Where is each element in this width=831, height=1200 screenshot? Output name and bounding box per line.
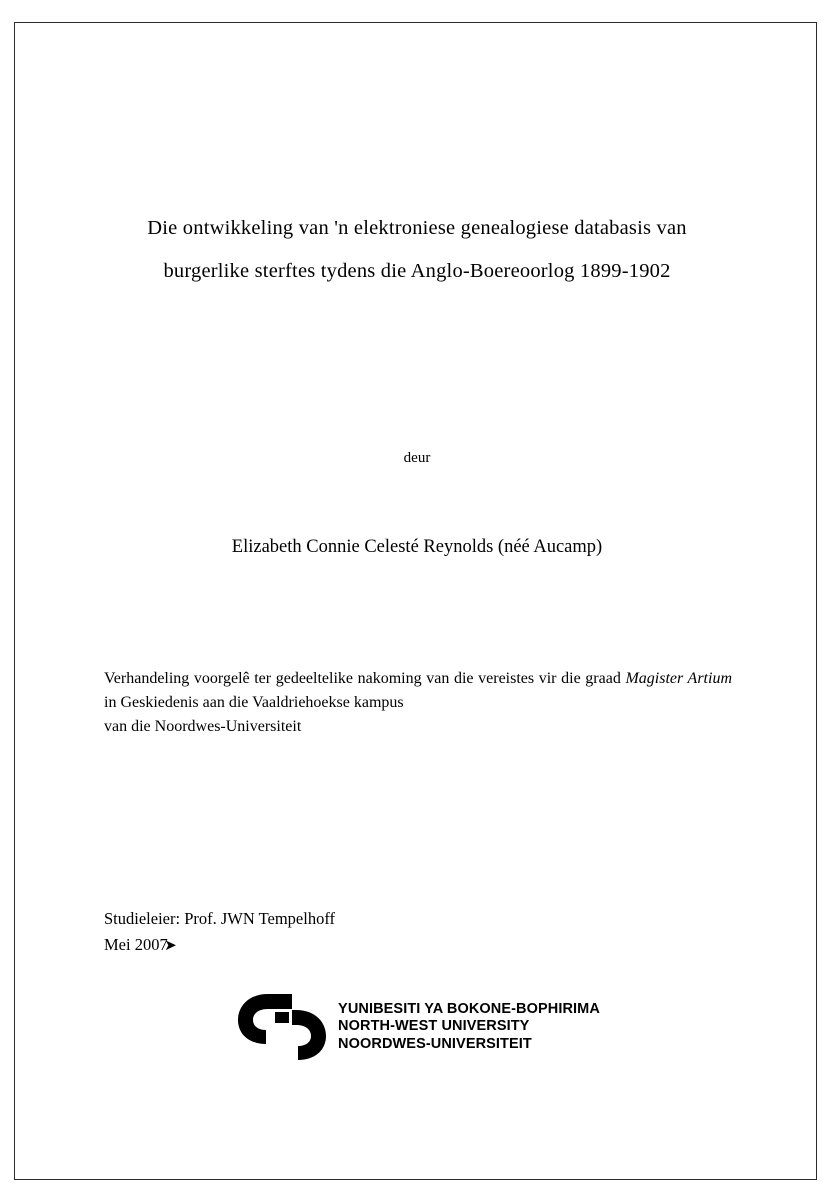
logo-line-2: NORTH-WEST UNIVERSITY	[338, 1018, 530, 1035]
page-title	[92, 207, 742, 293]
by-word: deur	[403, 450, 431, 466]
logo-line-3: NOORDWES-UNIVERSITEIT	[338, 1035, 532, 1052]
supervisor-block	[104, 906, 704, 958]
statement-part-2: in Geskiedenis aan die Vaaldriehoekse kampus	[104, 694, 404, 711]
logo-text-block	[338, 1001, 600, 1054]
title-line-1: Die ontwikkeling van 'n elektroniese genealogiese databasis van	[147, 217, 687, 239]
degree-statement	[104, 667, 732, 739]
pen-mark-icon: ➤	[164, 938, 177, 954]
nwu-logo-icon	[234, 990, 330, 1064]
logo-line-1: YUNIBESITI YA BOKONE-BOPHIRIMA	[338, 1000, 600, 1017]
statement-part-1: Verhandeling voorgelê ter gedeeltelike nakoming van die vereistes vir die graad	[104, 670, 626, 687]
statement-line-3: van die Noordwes-Universiteit	[104, 718, 302, 735]
date-text: Mei 2007	[104, 935, 168, 954]
statement-degree: Magister Artium	[625, 670, 733, 687]
author-name: Elizabeth Connie Celesté Reynolds (néé Aucamp)	[231, 537, 603, 557]
supervisor-line: Studieleier: Prof. JWN Tempelhoff	[104, 909, 336, 928]
title-line-2: burgerlike sterftes tydens die Anglo-Boereoorlog 1899-1902	[163, 260, 671, 282]
university-logo	[92, 990, 742, 1064]
date-line	[104, 932, 177, 958]
page-content	[92, 22, 742, 1180]
